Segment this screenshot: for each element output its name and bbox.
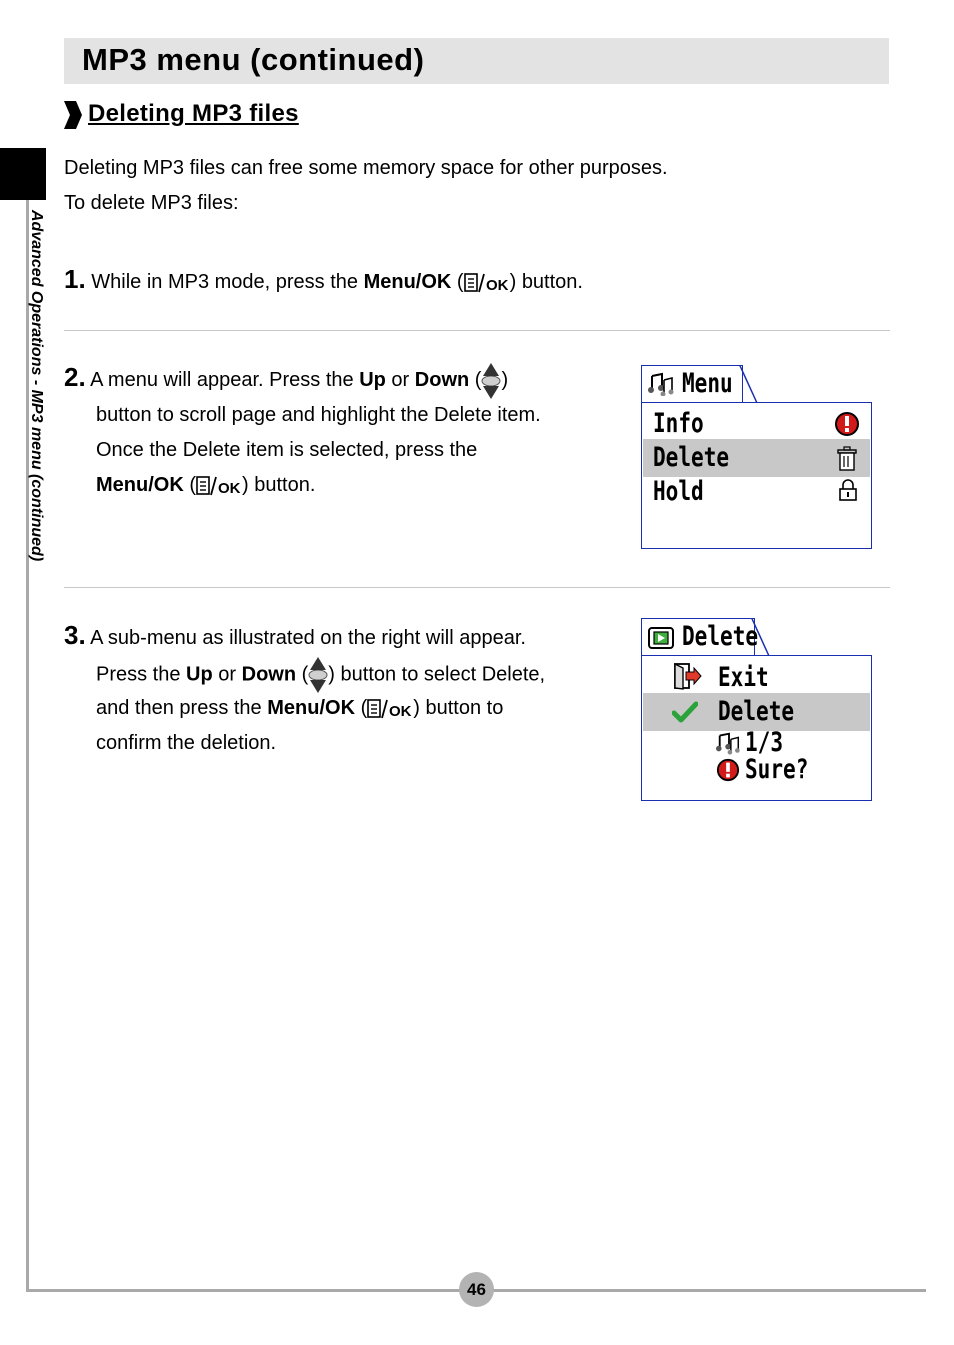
file-counter: 1/3 bbox=[745, 727, 784, 758]
submenu-item-delete[interactable]: Delete bbox=[718, 696, 795, 727]
down-label: Down bbox=[414, 369, 470, 391]
divider bbox=[64, 587, 890, 588]
menu-item-info[interactable]: Info bbox=[653, 408, 704, 439]
step-3-post: button to select Delete, bbox=[340, 663, 546, 686]
step-1-text: While in MP3 mode, press the bbox=[91, 271, 359, 293]
page-title: MP3 menu (continued) bbox=[82, 42, 425, 77]
step-3-menuok: Menu/OK bbox=[267, 697, 356, 719]
step-1-post: button. bbox=[521, 271, 583, 293]
menu-ok-icon bbox=[464, 272, 510, 294]
section-marker-icon bbox=[64, 101, 82, 129]
step-3-text: A sub-menu as illustrated on the right will appear. bbox=[90, 627, 526, 649]
check-icon bbox=[672, 700, 698, 724]
confirm-prompt: Sure? bbox=[745, 754, 809, 785]
svg-text:OK: OK bbox=[485, 276, 509, 294]
menu-item-delete[interactable]: Delete bbox=[653, 442, 730, 473]
step-1-menuok: Menu/OK bbox=[363, 271, 452, 293]
side-label: Advanced Operations - MP3 menu (continued) bbox=[28, 210, 45, 562]
music-note-icon bbox=[648, 372, 676, 396]
or-label: or bbox=[391, 369, 410, 391]
menu-item-hold[interactable]: Hold bbox=[653, 476, 704, 507]
step-2-line-3: Once the Delete item is selected, press the bbox=[96, 439, 478, 461]
page-number: 46 bbox=[467, 1280, 486, 1299]
tab-corner bbox=[739, 365, 759, 405]
step-3-line-4: confirm the deletion. bbox=[96, 732, 277, 754]
step-3-number: 3. bbox=[64, 620, 86, 650]
step-3-line-2: Press the Up or Down ( ) button to select Delete, bbox=[96, 656, 545, 694]
step-1-number: 1. bbox=[64, 264, 86, 294]
divider bbox=[64, 330, 890, 331]
submenu-item-exit[interactable]: Exit bbox=[718, 662, 769, 693]
trash-icon bbox=[836, 446, 858, 472]
step-2-menuok: Menu/OK bbox=[96, 474, 184, 496]
step-3-line-1 bbox=[64, 618, 526, 656]
step-1: 1. While in MP3 mode, press the Menu/OK ( OK ) button. bbox=[64, 264, 583, 294]
step-3-l3-pre: and then press the bbox=[96, 697, 262, 719]
music-note-icon bbox=[716, 731, 742, 755]
menu-screen-title: Menu bbox=[682, 368, 733, 399]
or-label: or bbox=[218, 663, 237, 686]
svg-text:OK: OK bbox=[389, 702, 412, 720]
up-label: Up bbox=[186, 663, 213, 686]
delete-screen-title: Delete bbox=[682, 621, 759, 652]
step-2-text: A menu will appear. Press the bbox=[90, 369, 354, 391]
lock-icon bbox=[838, 479, 858, 503]
up-down-icon bbox=[308, 656, 328, 694]
intro-line-1: Deleting MP3 files can free some memory space for other purposes. bbox=[64, 157, 668, 179]
down-label: Down bbox=[241, 663, 297, 686]
delete-screen-icon bbox=[648, 626, 676, 650]
info-alert-icon bbox=[834, 411, 860, 437]
section-title: Deleting MP3 files bbox=[88, 100, 299, 127]
alert-icon bbox=[716, 758, 740, 782]
up-down-icon bbox=[481, 362, 501, 400]
svg-text:OK: OK bbox=[218, 479, 241, 497]
step-2-line-1: 2. A menu will appear. Press the Up or Down ( ) bbox=[64, 360, 508, 400]
intro-line-2: To delete MP3 files: bbox=[64, 192, 239, 214]
step-2-post: button. bbox=[254, 474, 316, 496]
side-tab-block bbox=[0, 148, 46, 200]
up-label: Up bbox=[359, 369, 386, 391]
step-3-pre: Press the bbox=[96, 663, 181, 686]
menu-ok-icon bbox=[196, 475, 242, 497]
step-2-line-4: Menu/OK ( OK ) button. bbox=[96, 474, 316, 497]
exit-door-icon bbox=[672, 662, 702, 690]
menu-ok-icon bbox=[367, 698, 413, 720]
step-2-number: 2. bbox=[64, 362, 86, 392]
step-2-line-2: button to scroll page and highlight the Delete item. bbox=[96, 404, 541, 426]
step-3-l3-post: button to bbox=[425, 697, 504, 719]
step-3-line-3: and then press the Menu/OK ( OK ) button to bbox=[96, 697, 504, 720]
